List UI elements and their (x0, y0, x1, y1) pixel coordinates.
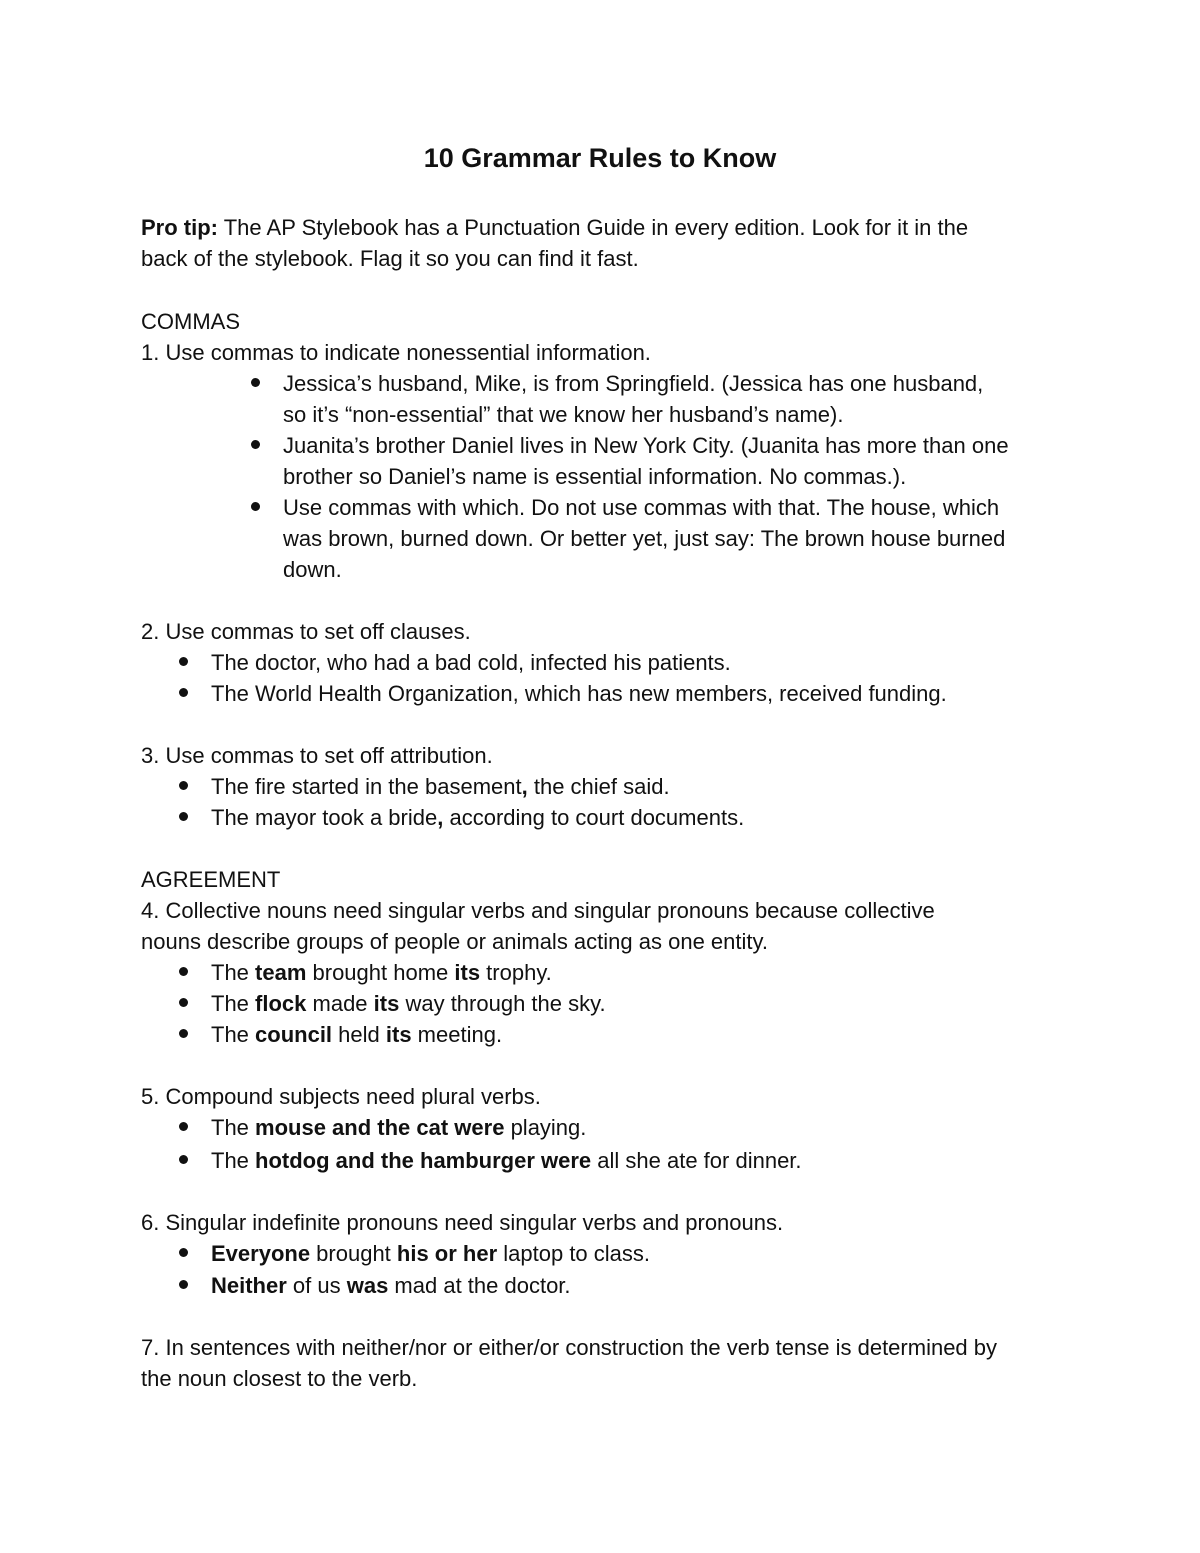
rule-5-example-1: The mouse and the cat were playing. (211, 1115, 587, 1140)
bullet-dot (179, 1155, 188, 1164)
commas-heading: COMMAS (141, 309, 240, 334)
rule-1-example-1-line-1: Jessica’s husband, Mike, is from Springfield. (Jessica has one husband, (283, 371, 984, 396)
bullet-dot (179, 1280, 188, 1289)
bullet-dot (251, 502, 260, 511)
rule-3-example-2: The mayor took a bride, according to court documents. (211, 805, 745, 830)
rule-4-example-2: The flock made its way through the sky. (211, 991, 606, 1016)
rule-1-example-3-line-3: down. (283, 557, 342, 582)
rule-1-example-1-line-2: so it’s “non-essential” that we know her husband’s name). (283, 402, 844, 427)
rule-2: 2. Use commas to set off clauses. (141, 619, 471, 644)
rule-1: 1. Use commas to indicate nonessential information. (141, 340, 651, 365)
rule-1-example-3-line-2: was brown, burned down. Or better yet, just say: The brown house burned (283, 526, 1006, 551)
rule-3: 3. Use commas to set off attribution. (141, 743, 493, 768)
bullet-dot (179, 967, 188, 976)
bullet-dot (179, 998, 188, 1007)
page-title: 10 Grammar Rules to Know (423, 143, 777, 173)
rule-4-line-1: 4. Collective nouns need singular verbs and singular pronouns because collective (141, 898, 935, 923)
rule-1-example-2-line-1: Juanita’s brother Daniel lives in New York City. (Juanita has more than one (283, 433, 1009, 458)
rule-2-example-1: The doctor, who had a bad cold, infected his patients. (211, 650, 731, 675)
rule-6-example-1: Everyone brought his or her laptop to class. (211, 1241, 651, 1266)
rule-2-example-2: The World Health Organization, which has new members, received funding. (211, 681, 947, 706)
bullet-dot (251, 378, 260, 387)
pro-tip-label: Pro tip: (141, 215, 218, 240)
rule-6: 6. Singular indefinite pronouns need singular verbs and pronouns. (141, 1210, 784, 1235)
pro-tip-line-2: back of the stylebook. Flag it so you can find it fast. (141, 246, 639, 271)
rule-4-example-1: The team brought home its trophy. (211, 960, 552, 985)
rule-3-example-1: The fire started in the basement, the chief said. (211, 774, 670, 799)
bullet-dot (179, 1122, 188, 1131)
bullet-dot (179, 688, 188, 697)
rule-5-example-2: The hotdog and the hamburger were all she ate for dinner. (211, 1148, 802, 1173)
rule-6-example-2: Neither of us was mad at the doctor. (211, 1273, 571, 1298)
rule-1-example-3-line-1: Use commas with which. Do not use commas with that. The house, which (283, 495, 1000, 520)
bullet-dot (179, 657, 188, 666)
bullet-dot (179, 1029, 188, 1038)
agreement-heading: AGREEMENT (141, 867, 281, 892)
rule-7-line-2: the noun closest to the verb. (141, 1366, 418, 1391)
rule-4-line-2: nouns describe groups of people or animals acting as one entity. (141, 929, 768, 954)
rule-5: 5. Compound subjects need plural verbs. (141, 1084, 541, 1109)
rule-1-example-2-line-2: brother so Daniel’s name is essential information. No commas.). (283, 464, 907, 489)
bullet-dot (251, 440, 260, 449)
bullet-dot (179, 812, 188, 821)
rule-4-example-3: The council held its meeting. (211, 1022, 503, 1047)
pro-tip-line-1: Pro tip: The AP Stylebook has a Punctuation Guide in every edition. Look for it in the (141, 215, 969, 240)
rule-7-line-1: 7. In sentences with neither/nor or either/or construction the verb tense is determined by (141, 1335, 998, 1360)
bullet-dot (179, 1248, 188, 1257)
bullet-dot (179, 781, 188, 790)
